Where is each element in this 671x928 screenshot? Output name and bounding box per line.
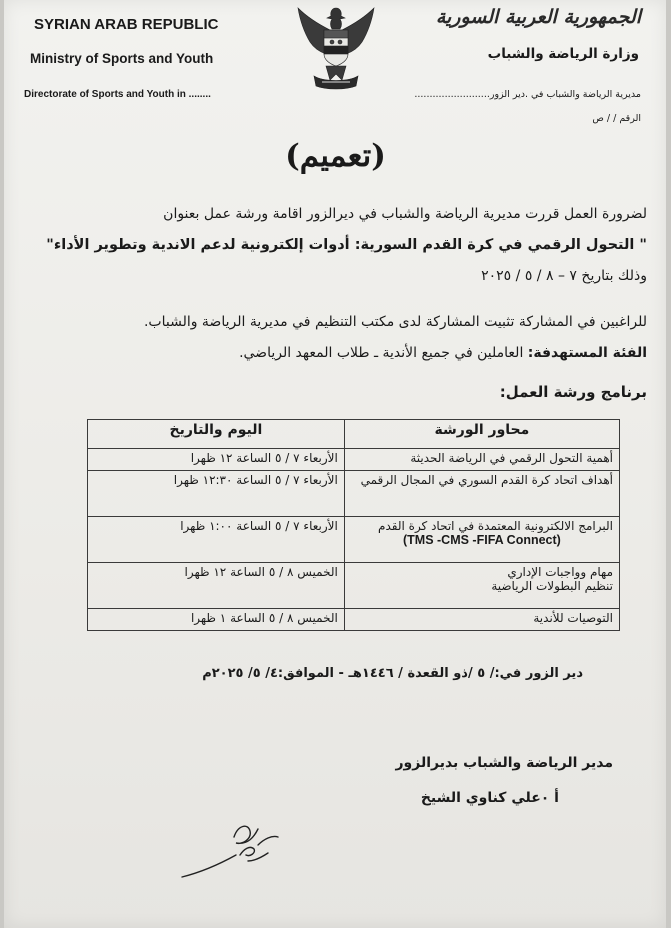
table-header-row	[88, 420, 620, 449]
row-date: الأربعاء ٧ / ٥ الساعة ١:٠٠ ظهرا	[88, 517, 345, 563]
header-en-country: SYRIAN ARAB REPUBLIC	[34, 16, 219, 33]
target-audience-label: الفئة المستهدفة:	[527, 345, 647, 361]
place-and-date: دير الزور في:/ ٥ /ذو القعدة / ١٤٤٦هـ - الموافق:٤/ ٥/ ٢٠٢٥م	[202, 666, 583, 681]
row-date: الخميس ٨ / ٥ الساعة ١٢ ظهرا	[88, 563, 345, 609]
header-ar-directorate: مديرية الرياضة والشباب في .دير الزور.........................	[414, 89, 641, 100]
header-en-directorate: Directorate of Sports and Youth in ........	[24, 89, 211, 100]
header-ar-country: الجمهورية العربية السورية	[435, 6, 641, 28]
table-row	[88, 563, 620, 609]
workshop-date-line: وذلك بتاريخ ٧ – ٨ / ٥ / ٢٠٢٥	[481, 268, 647, 284]
table-row	[88, 517, 620, 563]
registration-line: للراغبين في المشاركة تثبيت المشاركة لدى مكتب التنظيم في مديرية الرياضة والشباب.	[143, 314, 647, 330]
row-topic	[344, 517, 619, 563]
row-topic: أهمية التحول الرقمي في الرياضة الحديثة	[344, 449, 619, 471]
row-topic: التوصيات للأندية	[344, 609, 619, 631]
row-topic: أهداف اتحاد كرة القدم السوري في المجال الرقمي	[344, 471, 619, 517]
row-date: الأربعاء ٧ / ٥ الساعة ١٢ ظهرا	[88, 449, 345, 471]
row-topic-line-2: تنظيم البطولات الرياضية	[491, 579, 613, 593]
workshop-title: " التحول الرقمي في كرة القدم السورية: أدوات إلكترونية لدعم الاندية وتطوير الأداء"	[46, 237, 647, 253]
target-audience-text: العاملين في جميع الأندية ـ طلاب المعهد الرياضي.	[239, 345, 528, 361]
row-date: الأربعاء ٧ / ٥ الساعة ١٢:٣٠ ظهرا	[88, 471, 345, 517]
program-table	[87, 419, 620, 631]
row-topic-text: البرامج الالكترونية المعتمدة في اتحاد كرة القدم	[378, 519, 613, 533]
signer-name: أ ٠علي كناوي الشيخ	[420, 790, 559, 806]
table-row	[88, 609, 620, 631]
table-row	[88, 471, 620, 517]
software-list: (TMS -CMS -FIFA Connect)	[402, 533, 561, 547]
handwritten-signature-icon	[178, 815, 288, 885]
row-topic	[344, 563, 619, 609]
row-topic-line-1: مهام وواجبات الإداري	[507, 565, 613, 579]
table-row	[88, 449, 620, 471]
document-title: (تعميم)	[285, 138, 386, 174]
reference-number: الرقم / / ص	[592, 113, 641, 124]
target-audience-line	[27, 343, 647, 363]
column-header-date: اليوم والتاريخ	[88, 420, 345, 449]
row-date: الخميس ٨ / ٥ الساعة ١ ظهرا	[88, 609, 345, 631]
header-ar-ministry: وزارة الرياضة والشباب	[487, 46, 639, 62]
header-en-ministry: Ministry of Sports and Youth	[30, 51, 214, 66]
signer-role: مدير الرياضة والشباب بديرالزور	[395, 755, 613, 771]
column-header-topic: محاور الورشة	[344, 420, 619, 449]
syrian-eagle-emblem-icon	[294, 2, 378, 92]
body-line-1: لضرورة العمل قررت مديرية الرياضة والشباب في ديرالزور اقامة ورشة عمل بعنوان	[163, 206, 647, 222]
program-heading: برنامج ورشة العمل:	[499, 383, 647, 401]
